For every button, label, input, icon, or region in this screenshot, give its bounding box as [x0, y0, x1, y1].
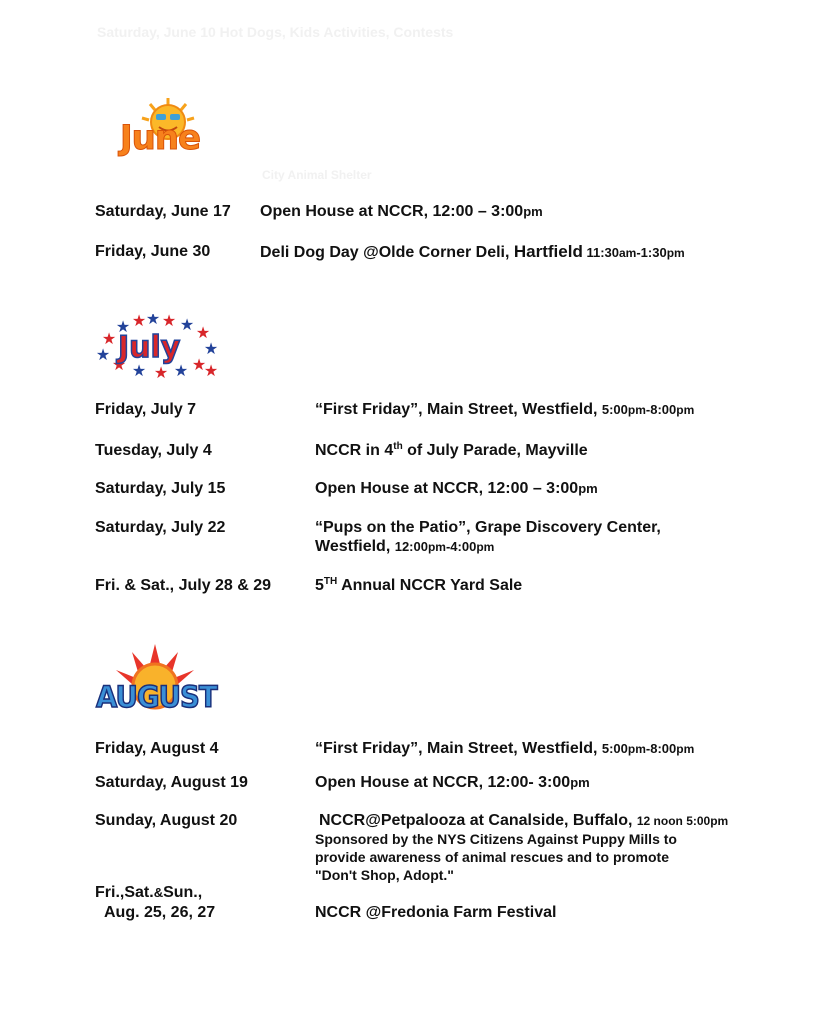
july-logo-text: July — [118, 330, 181, 365]
svg-text:★: ★ — [145, 314, 161, 328]
event-date: Saturday, July 22 — [95, 519, 226, 536]
ghost-header-text: Saturday, June 10 Hot Dogs, Kids Activities, Contests — [97, 24, 454, 40]
event-date: Fri. & Sat., July 28 & 29 — [95, 577, 272, 594]
july-logo — [95, 314, 220, 382]
svg-text:★: ★ — [95, 345, 111, 364]
event-date: Tuesday, July 4 — [95, 442, 212, 459]
svg-text:★: ★ — [203, 361, 219, 380]
event-title: “First Friday”, Main Street, Westfield, 5:00pm-8:00pm — [315, 401, 695, 418]
event-title-line2: Westfield, 12:00pm-4:00pm — [315, 538, 495, 555]
event-title: NCCR@Petpalooza at Canalside, Buffalo, 12 noon 5:00pm — [319, 812, 729, 829]
svg-text:★: ★ — [131, 314, 147, 330]
event-title: Open House at NCCR, 12:00 – 3:00pm — [260, 203, 543, 220]
svg-text:★: ★ — [203, 339, 219, 358]
august-logo — [94, 644, 216, 720]
event-title: NCCR in 4th of July Parade, Mayville — [315, 441, 588, 459]
svg-text:★: ★ — [111, 355, 127, 374]
event-title: Open House at NCCR, 12:00 – 3:00pm — [315, 480, 598, 497]
event-date: Friday, July 7 — [95, 401, 197, 418]
event-title: Open House at NCCR, 12:00- 3:00pm — [315, 774, 590, 791]
svg-text:★: ★ — [173, 361, 189, 380]
svg-text:★: ★ — [153, 363, 169, 382]
june-logo-text: June — [120, 118, 201, 158]
svg-text:★: ★ — [191, 355, 207, 374]
event-description-line: Sponsored by the NYS Citizens Against Puppy Mills to — [315, 831, 677, 847]
ghost-city-text: City Animal Shelter — [262, 168, 372, 182]
event-title: “First Friday”, Main Street, Westfield, 5:00pm-8:00pm — [315, 740, 695, 757]
event-date: Friday, June 30 — [95, 243, 211, 260]
event-date: Friday, August 4 — [95, 740, 219, 757]
svg-text:★: ★ — [131, 361, 147, 380]
event-title: “Pups on the Patio”, Grape Discovery Center, — [315, 519, 661, 536]
svg-text:★: ★ — [195, 323, 211, 342]
august-logo-text: AUGUST — [96, 680, 217, 714]
svg-text:★: ★ — [101, 329, 117, 348]
june-logo — [118, 96, 218, 160]
event-date-line2: Aug. 25, 26, 27 — [104, 904, 216, 921]
event-title: Deli Dog Day @Olde Corner Deli, Hartfield 11:30am-1:30pm — [260, 242, 685, 261]
event-description-line: provide awareness of animal rescues and to promote — [315, 849, 669, 865]
event-date: Saturday, June 17 — [95, 203, 231, 220]
event-description-line: "Don't Shop, Adopt." — [315, 867, 454, 883]
event-title: 5TH Annual NCCR Yard Sale — [315, 576, 523, 594]
event-date: Saturday, July 15 — [95, 480, 226, 497]
svg-text:★: ★ — [161, 314, 177, 330]
event-date: Sunday, August 20 — [95, 812, 238, 829]
event-title: NCCR @Fredonia Farm Festival — [315, 904, 557, 921]
svg-text:★: ★ — [179, 315, 195, 334]
svg-text:★: ★ — [115, 317, 131, 336]
event-date: Fri.,Sat.&Sun., — [95, 884, 203, 901]
event-date: Saturday, August 19 — [95, 774, 248, 791]
